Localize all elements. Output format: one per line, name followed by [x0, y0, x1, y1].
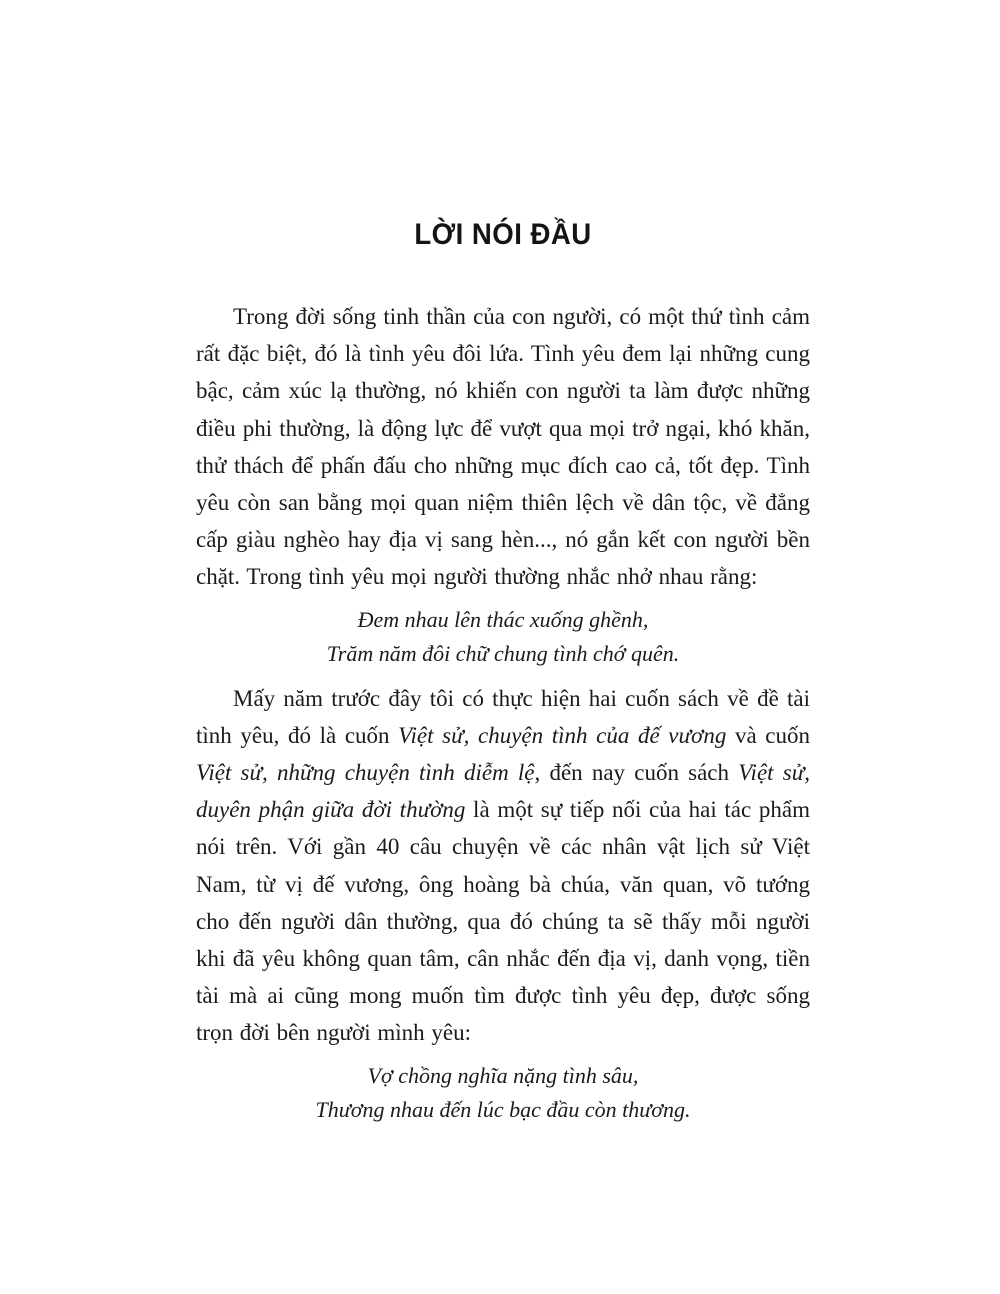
- verse-line: Đem nhau lên thác xuống ghềnh,: [357, 606, 649, 632]
- text-segment: và cuốn: [726, 722, 811, 748]
- text-segment: Mấy năm trước đây tôi có thực hiện hai cuốn sách về đề tài tình yêu, đó là cuốn: [196, 685, 810, 748]
- book-title-italic: Việt sử, chuyện tình của đế vương: [398, 722, 727, 748]
- verse-block-1: [196, 603, 810, 671]
- text-segment: , đến nay cuốn sách: [534, 760, 739, 786]
- text-segment: là một sự tiếp nối của hai tác phẩm nói trên. Với gần 40 câu chuyện về các nhân vật lịch sử Việt Nam, từ vị đế vương, ông hoàng bà chúa, văn quan, võ tướng cho đến người dân thường, qua đó chúng ta sẽ thấy mỗi người khi đã yêu không quan tâm, cân nhắc đến địa vị, danh vọng, tiền tài mà ai cũng mong muốn tìm được tình yêu đẹp, được sống trọn đời bên người mình yêu:: [196, 797, 810, 1046]
- verse-line: Vợ chồng nghĩa nặng tình sâu,: [367, 1062, 639, 1088]
- paragraph-intro: Trong đời sống tinh thần của con người, có một thứ tình cảm rất đặc biệt, đó là tình yêu đôi lứa. Tình yêu đem lại những cung bậc, cảm xúc lạ thường, nó khiến con người ta làm được những điều phi thường, là động lực để vượt qua mọi trở ngại, khó khăn, thử thách để phấn đấu cho những mục đích cao cả, tốt đẹp. Tình yêu còn san bằng mọi quan niệm thiên lệch về dân tộc, về đẳng cấp giàu nghèo hay địa vị sang hèn..., nó gắn kết con người bền chặt. Trong tình yêu mọi người thường nhắc nhở nhau rằng:: [196, 304, 810, 590]
- verse-block-2: [196, 1059, 810, 1127]
- paragraph-books: [196, 680, 810, 1052]
- verse-line: Trăm năm đôi chữ chung tình chớ quên.: [326, 640, 680, 666]
- verse-line: Thương nhau đến lúc bạc đầu còn thương.: [315, 1096, 691, 1122]
- page-title: LỜI NÓI ĐẦU: [414, 218, 592, 251]
- book-title-italic: Việt sử, những chuyện tình diễm lệ: [196, 760, 535, 786]
- book-title-italic: Việt sử, duyên phận giữa đời thường: [196, 760, 810, 823]
